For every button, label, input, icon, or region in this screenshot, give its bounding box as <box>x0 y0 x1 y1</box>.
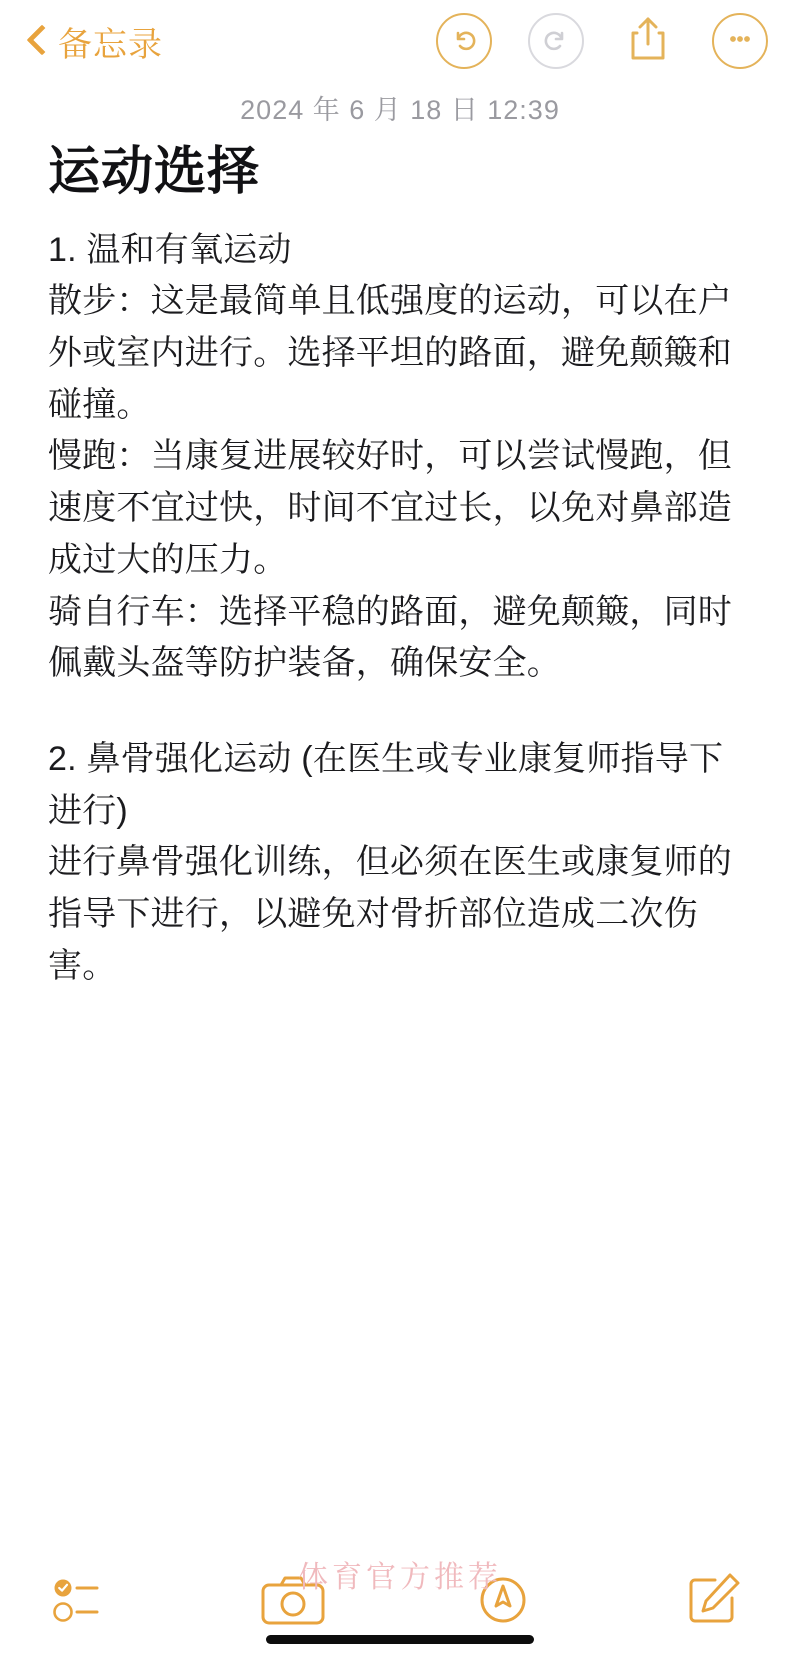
compose-button[interactable] <box>678 1566 750 1638</box>
navigation-bar <box>0 0 800 82</box>
more-options-button[interactable] <box>712 13 768 69</box>
note-body[interactable] <box>0 143 800 1546</box>
redo-arrow-icon <box>539 22 573 61</box>
checklist-button[interactable] <box>46 1566 118 1638</box>
markup-button[interactable] <box>467 1566 539 1638</box>
compose-icon <box>685 1571 743 1634</box>
note-timestamp: 2024 年 6 月 18 日 12:39 <box>240 95 560 125</box>
camera-button[interactable] <box>257 1566 329 1638</box>
back-button-label: 备忘录 <box>58 25 163 64</box>
checklist-icon <box>51 1574 113 1631</box>
back-button[interactable] <box>26 17 163 66</box>
home-indicator <box>266 1635 534 1644</box>
note-paragraph: 进行鼻骨强化训练，但必须在医生或康复师的指导下进行，以避免对骨折部位造成二次伤害。 <box>48 843 732 985</box>
more-ellipsis-icon <box>723 22 757 61</box>
chevron-left-icon <box>26 24 48 58</box>
share-button[interactable] <box>620 13 676 69</box>
note-paragraph: 慢跑：当康复进展较好时，可以尝试慢跑，但速度不宜过快，时间不宜过长，以免对鼻部造成过大的压力。 <box>48 437 732 579</box>
note-title: 运动选择 <box>48 143 261 201</box>
undo-arrow-icon <box>447 22 481 61</box>
note-paragraph: 2. 鼻骨强化运动 (在医生或专业康复师指导下进行) <box>48 739 724 830</box>
note-paragraph: 1. 温和有氧运动 <box>48 230 292 269</box>
note-paragraph: 骑自行车：选择平稳的路面，避免颠簸，同时佩戴头盔等防护装备，确保安全。 <box>48 592 732 683</box>
markup-pen-icon <box>475 1572 531 1633</box>
navbar-actions <box>436 13 768 69</box>
watermark-text: 体育官方推荐 <box>298 1561 502 1594</box>
redo-button[interactable] <box>528 13 584 69</box>
share-icon <box>626 14 670 69</box>
undo-button[interactable] <box>436 13 492 69</box>
note-paragraph: 散步：这是最简单且低强度的运动，可以在户外或室内进行。选择平坦的路面，避免颠簸和碰撞。 <box>48 282 732 424</box>
camera-icon <box>260 1574 326 1631</box>
